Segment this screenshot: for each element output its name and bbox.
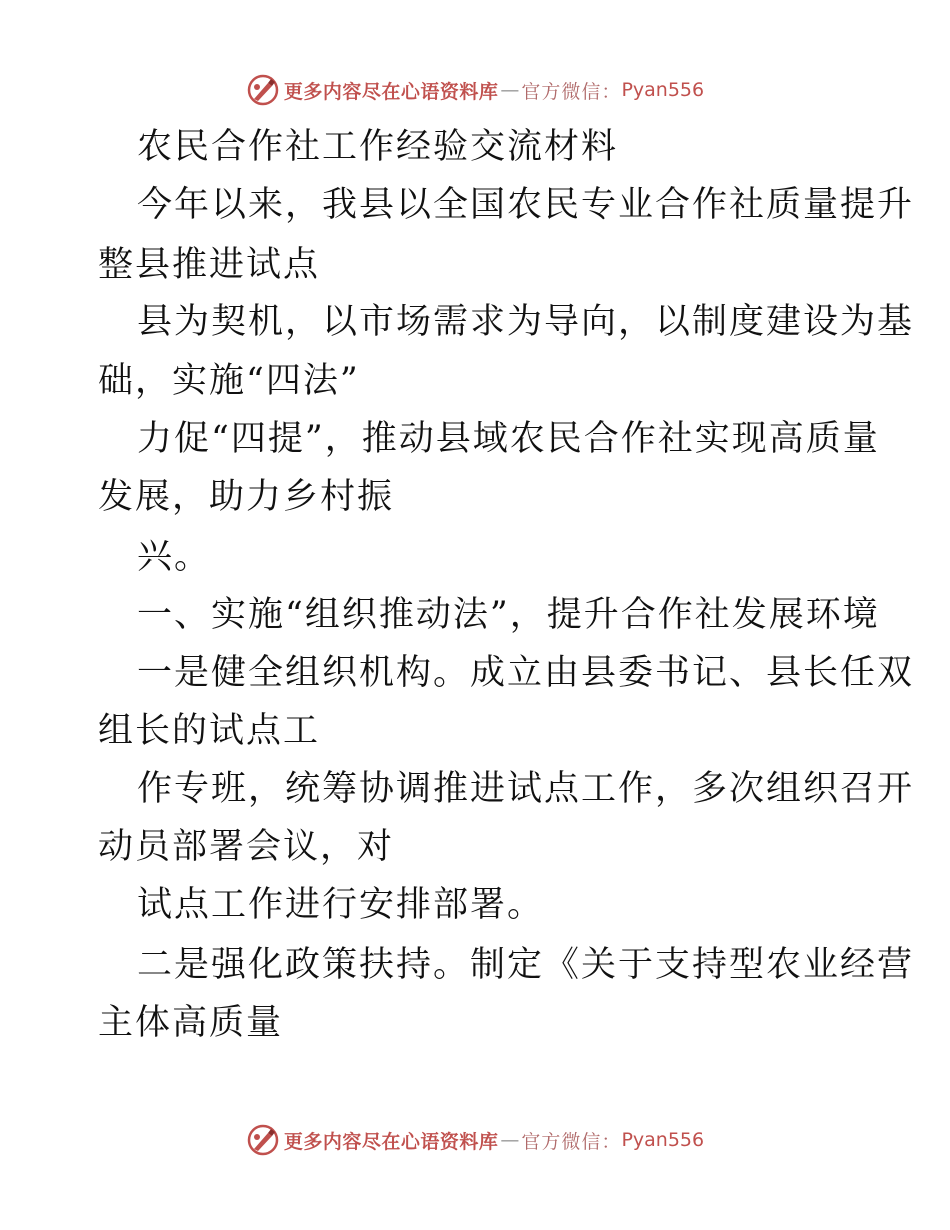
- pen-logo-icon: [246, 1123, 280, 1157]
- header-banner: [0, 70, 950, 110]
- paragraph-line: 一是健全组织机构。成立由县委书记、县长任双: [137, 653, 915, 693]
- banner-site-text: 更多内容尽在心语资料库: [283, 80, 499, 103]
- footer-banner: [0, 1120, 950, 1160]
- paragraph-line: 础，实施“四法”: [98, 361, 360, 401]
- paragraph-line: 发展，助力乡村振: [98, 477, 395, 517]
- banner-site-text: 更多内容尽在心语资料库: [283, 1130, 499, 1153]
- banner-wechat-id: Pyan556: [621, 1129, 705, 1151]
- banner-dash: —: [500, 1129, 520, 1151]
- paragraph-line: 二是强化政策扶持。制定《关于支持型农业经营: [137, 945, 915, 985]
- section-heading: 一、实施“组织推动法”，提升合作社发展环境: [137, 595, 880, 635]
- paragraph-line: 力促“四提”，推动县域农民合作社实现高质量: [137, 419, 880, 459]
- paragraph-line: 兴。: [137, 537, 212, 577]
- paragraph-line: 动员部署会议，对: [98, 827, 395, 867]
- paragraph-line: 试点工作进行安排部署。: [137, 885, 545, 925]
- pen-logo-icon: [246, 73, 280, 107]
- banner-wechat-label: 官方微信：: [521, 1130, 622, 1153]
- paragraph-line: 今年以来，我县以全国农民专业合作社质量提升: [137, 185, 915, 225]
- paragraph-line: 主体高质量: [98, 1003, 284, 1043]
- banner-dash: —: [500, 79, 520, 101]
- paragraph-line: 县为契机，以市场需求为导向，以制度建设为基: [137, 302, 915, 342]
- paragraph-line: 整县推进试点: [98, 245, 321, 285]
- banner-wechat-label: 官方微信：: [521, 80, 622, 103]
- paragraph-line: 作专班，统筹协调推进试点工作，多次组织召开: [137, 769, 915, 809]
- banner-wechat-id: Pyan556: [621, 79, 705, 101]
- document-title: 农民合作社工作经验交流材料: [137, 127, 619, 167]
- paragraph-line: 组长的试点工: [98, 711, 321, 751]
